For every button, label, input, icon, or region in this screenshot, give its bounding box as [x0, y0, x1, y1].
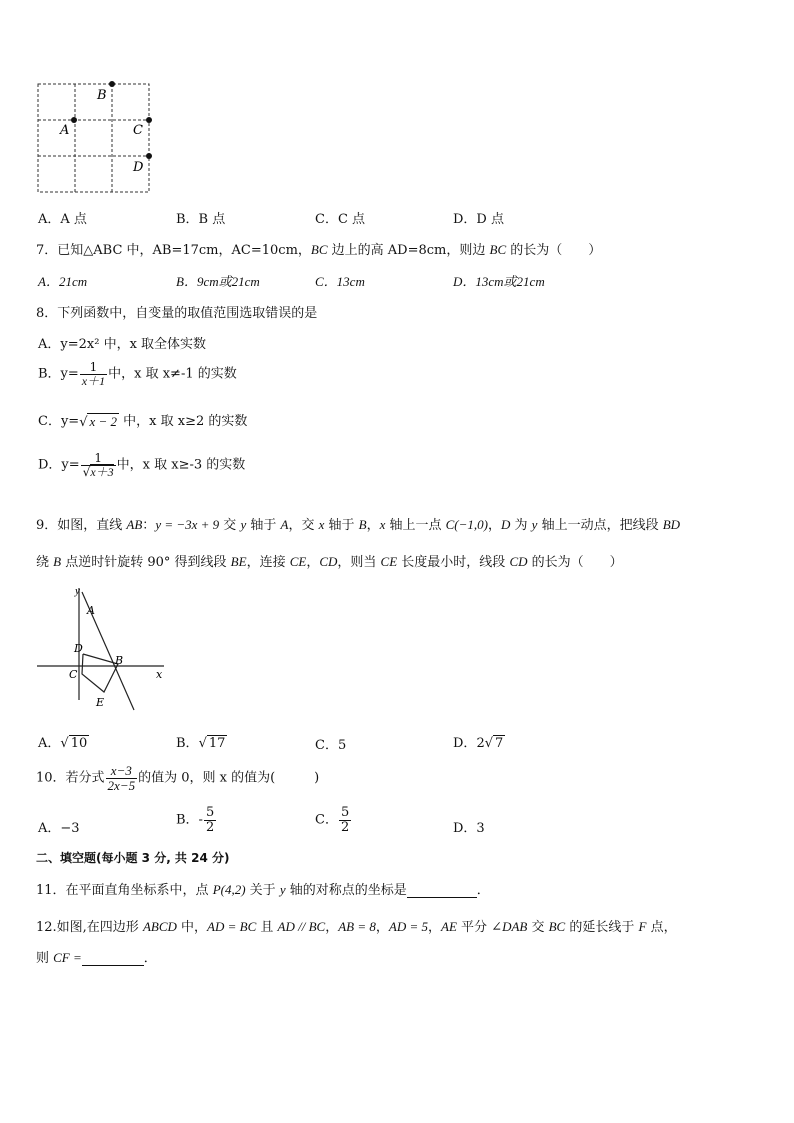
- q7-option-b[interactable]: B．9cm或21cm: [176, 274, 260, 289]
- q9-option-c[interactable]: C．5: [315, 738, 347, 753]
- q10-option-a[interactable]: A．−3: [38, 821, 80, 836]
- q8-option-b[interactable]: B．y= $\frac{1}{x+1}$ 中，x 取 x≠-1 的实数: [38, 360, 237, 388]
- label-d: D: [133, 160, 144, 175]
- point-d: [146, 153, 152, 159]
- svg-text:A: A: [87, 604, 95, 617]
- q12-stem-line2: 则 CF = ．: [36, 950, 157, 966]
- q8-option-a[interactable]: A．y=2x² 中，x 取全体实数: [38, 337, 207, 352]
- q7-option-d[interactable]: D．13cm或21cm: [453, 274, 545, 289]
- q11-stem: 11．在平面直角坐标系中，点 P(4,2) 关于 y 轴的对称点的坐标是 ．: [36, 882, 490, 898]
- q10-option-d[interactable]: D．3: [453, 821, 485, 836]
- svg-text:C: C: [69, 668, 78, 681]
- q6-option-a[interactable]: A．A 点: [38, 212, 87, 227]
- q9-option-b[interactable]: B．√ 17: [176, 736, 226, 751]
- point-b: [109, 81, 115, 87]
- label-b: B: [97, 88, 107, 103]
- q7-option-c[interactable]: C．13cm: [315, 274, 365, 289]
- q10-stem: 10．若分式 $\frac{x-3}{2x-5}$ 的值为 0，则 x 的值为( ): [36, 763, 320, 793]
- q8-stem: 8．下列函数中，自变量的取值范围选取错误的是: [36, 306, 318, 321]
- svg-text:x: x: [156, 668, 163, 681]
- grid-figure: [30, 78, 160, 198]
- label-c: C: [133, 123, 143, 138]
- label-a: A: [60, 123, 70, 138]
- q12-answer-blank[interactable]: [82, 951, 144, 966]
- svg-text:y: y: [75, 585, 80, 597]
- q6-option-b[interactable]: B．B 点: [176, 212, 226, 227]
- q12-stem-line1: 12.如图,在四边形 ABCD 中，AD = BC 且 AD // BC，AB = 8，AD = 5，AE 平分 ∠DAB 交 BC 的延长线于 F 点，: [36, 919, 677, 935]
- point-c: [146, 117, 152, 123]
- q7-stem: 7．已知△ABC 中，AB=17cm，AC=10cm，BC 边上的高 AD=8cm，则边 BC 的长为（ ）: [36, 242, 602, 258]
- svg-text:D: D: [74, 642, 83, 655]
- section-title: 二、填空题(每小题 3 分, 共 24 分): [36, 851, 230, 865]
- q9-figure: [34, 580, 174, 715]
- svg-text:B: B: [115, 654, 124, 667]
- point-a: [71, 117, 77, 123]
- q9-option-d[interactable]: D．2√ 7: [453, 736, 504, 751]
- q9-stem-line2: 绕 B 点逆时针旋转 90° 得到线段 BE，连接 CE，CD，则当 CE 长度最小时，线段 CD 的长为（ ）: [36, 554, 623, 570]
- q10-option-b[interactable]: B．- $\frac{5}{2}$: [176, 805, 215, 835]
- svg-text:E: E: [96, 696, 105, 709]
- q6-option-c[interactable]: C．C 点: [315, 212, 366, 227]
- q6-option-d[interactable]: D．D 点: [453, 212, 504, 227]
- quadrilateral-dbce: [82, 654, 118, 692]
- q7-option-a[interactable]: A．21cm: [38, 274, 88, 289]
- q9-option-a[interactable]: A．√ 10: [38, 736, 88, 751]
- q8-option-c[interactable]: C．y=√ x − 2 中，x 取 x≥2 的实数: [38, 413, 248, 430]
- q8-option-d[interactable]: D．y= $\frac{1}{√x+3}$ 中，x 取 x≥-3 的实数: [38, 451, 246, 479]
- q10-option-c[interactable]: C． $\frac{5}{2}$: [315, 805, 350, 835]
- q9-stem-line1: 9．如图，直线 AB：y = −3x + 9 交 y 轴于 A，交 x 轴于 B，x 轴上一点 C(−1,0)，D 为 y 轴上一动点，把线段 BD: [36, 517, 681, 533]
- q11-answer-blank[interactable]: [407, 883, 477, 898]
